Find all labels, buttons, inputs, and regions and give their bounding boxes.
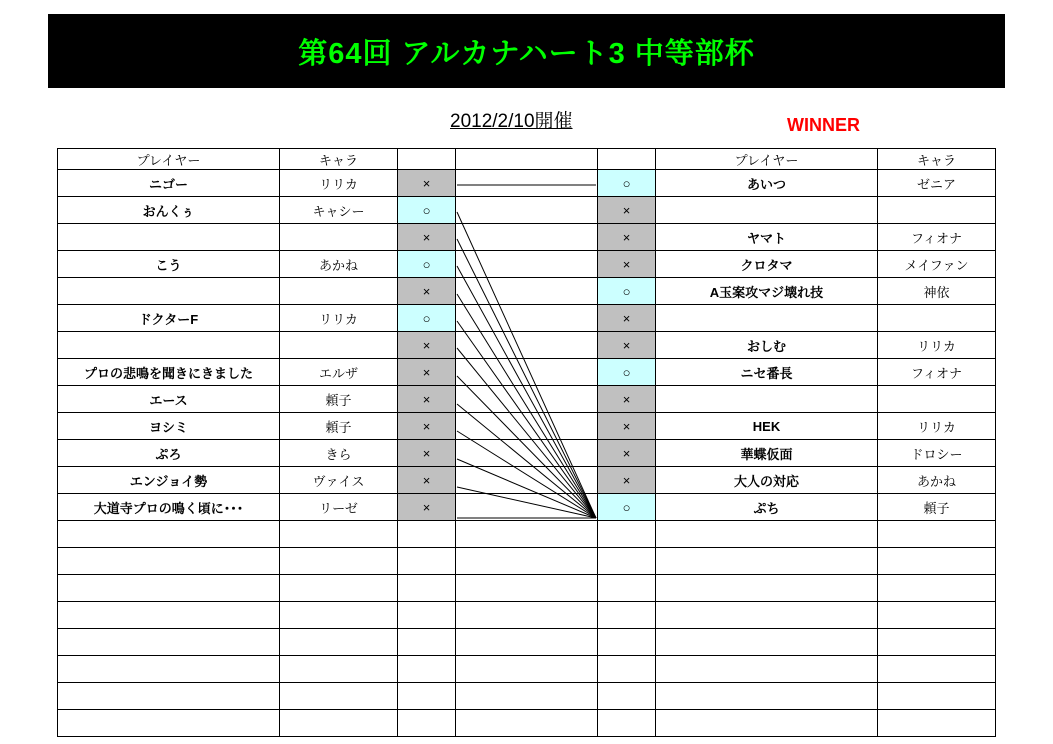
right-character-cell [878, 197, 996, 224]
bracket-gap-cell [456, 386, 598, 413]
left-player-cell [58, 332, 280, 359]
bracket-gap-cell [456, 170, 598, 197]
right-character-cell: リリカ [878, 413, 996, 440]
bracket-gap-cell [456, 251, 598, 278]
left-result-mark: × [398, 440, 456, 467]
header-left-player: プレイヤー [58, 149, 280, 170]
right-character-cell [878, 710, 996, 737]
table-row [58, 386, 996, 413]
table-row [58, 305, 996, 332]
table-row [58, 440, 996, 467]
left-player-cell [58, 575, 280, 602]
right-result-mark [598, 521, 656, 548]
bracket-gap-cell [456, 710, 598, 737]
right-result-mark: × [598, 467, 656, 494]
left-player-cell: ニゴー [58, 170, 280, 197]
right-character-cell [878, 575, 996, 602]
right-result-mark [598, 656, 656, 683]
title-banner [48, 14, 1005, 88]
left-player-cell [58, 656, 280, 683]
right-character-cell [878, 386, 996, 413]
right-player-cell [656, 683, 878, 710]
right-player-cell [656, 521, 878, 548]
table-row [58, 278, 996, 305]
right-character-cell: あかね [878, 467, 996, 494]
right-character-cell: メイファン [878, 251, 996, 278]
left-character-cell [280, 575, 398, 602]
right-result-mark [598, 683, 656, 710]
right-result-mark: ○ [598, 278, 656, 305]
bracket-gap-cell [456, 278, 598, 305]
right-result-mark [598, 629, 656, 656]
page-title: 第64回 アルカナハート3 中等部杯 [298, 37, 755, 70]
table-row [58, 197, 996, 224]
bracket-gap-cell [456, 440, 598, 467]
left-result-mark [398, 548, 456, 575]
bracket-gap-cell [456, 224, 598, 251]
right-character-cell: ゼニア [878, 170, 996, 197]
left-character-cell [280, 683, 398, 710]
right-result-mark [598, 602, 656, 629]
left-character-cell [280, 332, 398, 359]
left-result-mark: ○ [398, 197, 456, 224]
left-player-cell [58, 683, 280, 710]
right-character-cell: フィオナ [878, 224, 996, 251]
right-character-cell [878, 656, 996, 683]
event-date: 2012/2/10開催 [450, 111, 573, 132]
left-character-cell [280, 656, 398, 683]
left-character-cell: あかね [280, 251, 398, 278]
left-result-mark: × [398, 359, 456, 386]
left-player-cell [58, 629, 280, 656]
right-player-cell [656, 656, 878, 683]
left-character-cell: リリカ [280, 305, 398, 332]
table-row [58, 359, 996, 386]
table-row [58, 413, 996, 440]
table-row [58, 521, 996, 548]
right-player-cell: A玉案攻マジ壊れ技 [656, 278, 878, 305]
left-character-cell [280, 629, 398, 656]
table-row [58, 629, 996, 656]
left-player-cell [58, 602, 280, 629]
left-player-cell: 大道寺プロの鳴く頃に･･･ [58, 494, 280, 521]
left-player-cell [58, 548, 280, 575]
bracket-gap-cell [456, 521, 598, 548]
right-player-cell [656, 386, 878, 413]
right-player-cell: ニセ番長 [656, 359, 878, 386]
bracket-table [57, 148, 996, 737]
bracket-gap-cell [456, 467, 598, 494]
left-player-cell [58, 710, 280, 737]
right-character-cell [878, 683, 996, 710]
left-player-cell: おんくぅ [58, 197, 280, 224]
left-character-cell [280, 224, 398, 251]
bracket-gap-cell [456, 494, 598, 521]
right-result-mark: × [598, 332, 656, 359]
right-character-cell: 神依 [878, 278, 996, 305]
right-player-cell [656, 629, 878, 656]
left-result-mark [398, 521, 456, 548]
table-row [58, 224, 996, 251]
right-result-mark: × [598, 224, 656, 251]
table-row [58, 575, 996, 602]
left-result-mark: × [398, 494, 456, 521]
table-row [58, 710, 996, 737]
right-player-cell [656, 575, 878, 602]
right-player-cell: あいつ [656, 170, 878, 197]
bracket-gap-cell [456, 413, 598, 440]
header-left-char: キャラ [280, 149, 398, 170]
left-player-cell: エース [58, 386, 280, 413]
left-result-mark [398, 683, 456, 710]
left-result-mark: × [398, 170, 456, 197]
right-result-mark: × [598, 305, 656, 332]
right-player-cell: 大人の対応 [656, 467, 878, 494]
winner-label: WINNER [787, 115, 860, 135]
right-player-cell [656, 305, 878, 332]
right-player-cell: おしむ [656, 332, 878, 359]
right-player-cell: 華蝶仮面 [656, 440, 878, 467]
right-character-cell [878, 521, 996, 548]
header-right-mark [598, 149, 656, 170]
table-row [58, 467, 996, 494]
left-result-mark [398, 629, 456, 656]
left-result-mark [398, 602, 456, 629]
right-result-mark: ○ [598, 494, 656, 521]
left-player-cell: ヨシミ [58, 413, 280, 440]
bracket-gap-cell [456, 629, 598, 656]
left-player-cell: ドクターF [58, 305, 280, 332]
right-player-cell [656, 548, 878, 575]
table-row [58, 548, 996, 575]
left-character-cell: きら [280, 440, 398, 467]
right-player-cell: ぷち [656, 494, 878, 521]
right-player-cell: クロタマ [656, 251, 878, 278]
right-result-mark [598, 710, 656, 737]
left-player-cell: ぷろ [58, 440, 280, 467]
bracket-gap-cell [456, 359, 598, 386]
right-character-cell: リリカ [878, 332, 996, 359]
header-right-char: キャラ [878, 149, 996, 170]
left-player-cell [58, 521, 280, 548]
left-result-mark: × [398, 224, 456, 251]
left-result-mark: × [398, 278, 456, 305]
left-character-cell [280, 602, 398, 629]
left-result-mark: × [398, 332, 456, 359]
bracket-gap-cell [456, 305, 598, 332]
bracket-gap-cell [456, 197, 598, 224]
bracket-gap-cell [456, 548, 598, 575]
table-row [58, 602, 996, 629]
table-row [58, 656, 996, 683]
bracket-gap-cell [456, 575, 598, 602]
left-player-cell: プロの悲鳴を聞きにきました [58, 359, 280, 386]
right-result-mark [598, 575, 656, 602]
left-character-cell [280, 521, 398, 548]
left-player-cell: こう [58, 251, 280, 278]
left-result-mark: ○ [398, 305, 456, 332]
right-character-cell [878, 602, 996, 629]
right-result-mark [598, 548, 656, 575]
left-character-cell: 頼子 [280, 413, 398, 440]
table-header-row [58, 149, 996, 170]
right-player-cell [656, 710, 878, 737]
right-character-cell: フィオナ [878, 359, 996, 386]
left-result-mark [398, 710, 456, 737]
bracket-gap-cell [456, 602, 598, 629]
left-result-mark [398, 656, 456, 683]
left-character-cell: ヴァイス [280, 467, 398, 494]
left-result-mark: ○ [398, 251, 456, 278]
header-gap [456, 149, 598, 170]
right-character-cell: ドロシー [878, 440, 996, 467]
right-character-cell: 頼子 [878, 494, 996, 521]
left-character-cell: リーゼ [280, 494, 398, 521]
right-result-mark: × [598, 413, 656, 440]
left-result-mark: × [398, 467, 456, 494]
right-result-mark: × [598, 386, 656, 413]
left-result-mark: × [398, 386, 456, 413]
right-result-mark: ○ [598, 359, 656, 386]
right-player-cell: ヤマト [656, 224, 878, 251]
right-result-mark: ○ [598, 170, 656, 197]
right-character-cell [878, 548, 996, 575]
right-character-cell [878, 629, 996, 656]
left-player-cell [58, 278, 280, 305]
table-row [58, 251, 996, 278]
left-character-cell [280, 710, 398, 737]
left-character-cell [280, 548, 398, 575]
header-left-mark [398, 149, 456, 170]
left-character-cell: 頼子 [280, 386, 398, 413]
right-character-cell [878, 305, 996, 332]
right-result-mark: × [598, 197, 656, 224]
table-row [58, 494, 996, 521]
bracket-gap-cell [456, 656, 598, 683]
right-result-mark: × [598, 251, 656, 278]
right-result-mark: × [598, 440, 656, 467]
left-result-mark: × [398, 413, 456, 440]
left-result-mark [398, 575, 456, 602]
right-player-cell [656, 197, 878, 224]
header-right-player: プレイヤー [656, 149, 878, 170]
left-character-cell [280, 278, 398, 305]
right-player-cell [656, 602, 878, 629]
table-row [58, 170, 996, 197]
bracket-gap-cell [456, 332, 598, 359]
table-row [58, 332, 996, 359]
left-character-cell: キャシー [280, 197, 398, 224]
left-character-cell: エルザ [280, 359, 398, 386]
bracket-gap-cell [456, 683, 598, 710]
table-row [58, 683, 996, 710]
left-player-cell [58, 224, 280, 251]
left-character-cell: リリカ [280, 170, 398, 197]
right-player-cell: HEK [656, 413, 878, 440]
left-player-cell: エンジョイ勢 [58, 467, 280, 494]
